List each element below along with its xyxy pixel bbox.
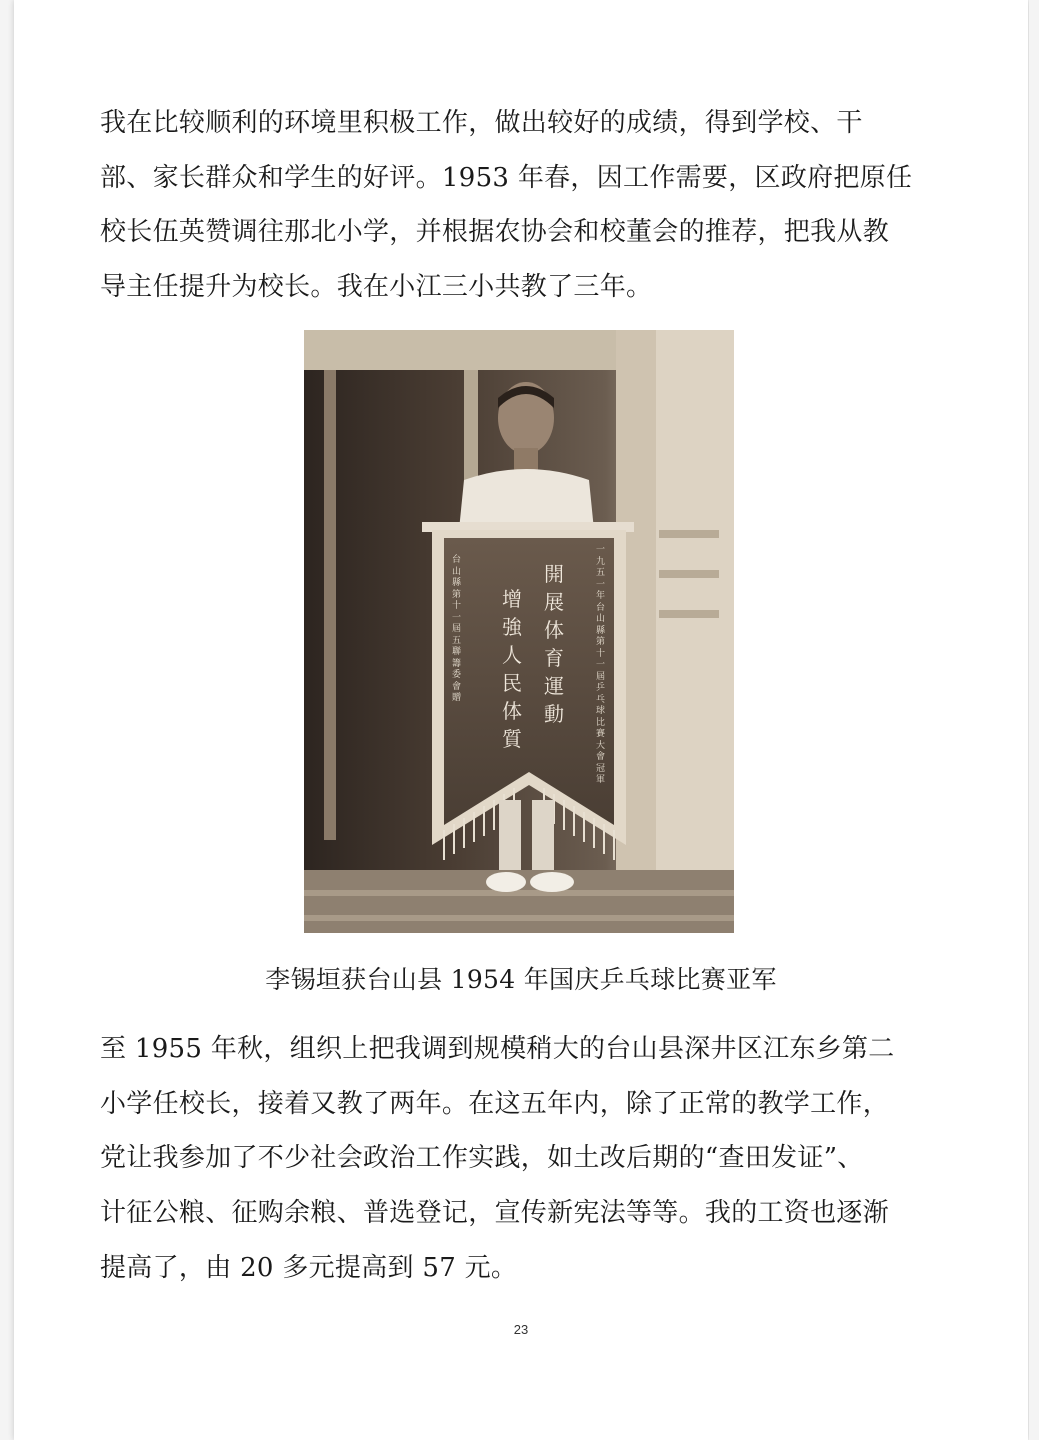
page-number: 23 (513, 1322, 529, 1337)
historical-photo (304, 330, 734, 933)
text-line: 提高了，由 20 多元提高到 57 元。 (100, 1252, 518, 1283)
text-line: 计征公粮、征购余粮、普选登记，宣传新宪法等等。我的工资也逐渐 (100, 1198, 890, 1229)
text-line: 我在比较顺利的环境里积极工作，做出较好的成绩，得到学校、干 (100, 108, 863, 138)
text-line: 部、家长群众和学生的好评。1953 年春，因工作需要，区政府把原任 (100, 162, 913, 193)
text-line: 校长伍英赞调往那北小学，并根据农协会和校董会的推荐，把我从教 (100, 217, 890, 248)
banner-left-text: 台山縣第十一屆五聯籌委會贈 (452, 555, 462, 703)
paragraph-2 (100, 1022, 940, 1296)
banner-main-text-2: 增強人民体質 (502, 587, 522, 751)
banner-right-text: 一九五一年台山縣第十一屆乒乓球比賽大會冠軍 (596, 545, 606, 785)
text-line: 小学任校长，接着又教了两年。在这五年内，除了正常的教学工作， (100, 1088, 890, 1119)
photo-caption: 李锡垣获台山县 1954 年国庆乒乓球比赛亚军 (265, 965, 777, 994)
text-line: 党让我参加了不少社会政治工作实践，如土改后期的“查田发证”、 (100, 1143, 864, 1174)
text-line: 导主任提升为校长。我在小江三小共教了三年。 (100, 272, 653, 303)
paragraph-1 (100, 96, 940, 315)
document-page (14, 0, 1028, 1440)
text-line: 至 1955 年秋，组织上把我调到规模稍大的台山县深井区江东乡第二 (100, 1034, 895, 1064)
banner-main-text-1: 開展体育運動 (544, 562, 564, 726)
page-edge (1029, 0, 1039, 1440)
